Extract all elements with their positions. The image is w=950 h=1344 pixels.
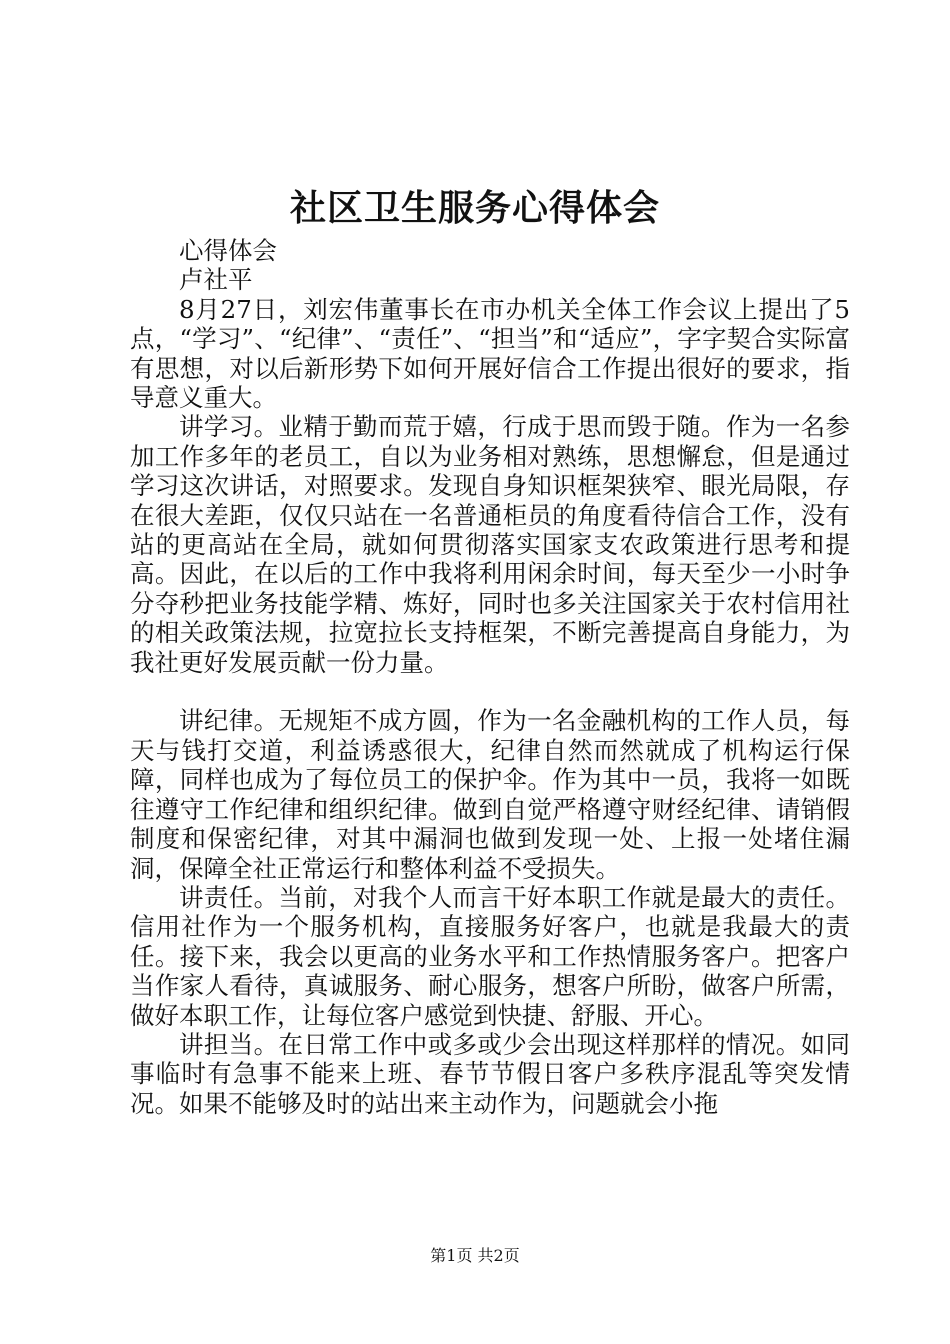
paragraph-responsibility: 讲责任。当前，对我个人而言干好本职工作就是最大的责任。信用社作为一个服务机构，直接服务好客户，也就是我最大的责任。接下来，我会以更高的业务水平和工作热情服务客户。把客户当作家人看待，真诚服务、耐心服务，想客户所盼，做客户所需，做好本职工作，让每位客户感觉到快捷、舒服、开心。: [130, 882, 850, 1030]
paragraph-study: 讲学习。业精于勤而荒于嬉，行成于思而毁于随。作为一名参加工作多年的老员工，自以为业务相对熟练，思想懈怠，但是通过学习这次讲话，对照要求。发现自身知识框架狭窄、眼光局限，存在很大差距，仅仅只站在一名普通柜员的角度看待信合工作，没有站的更高站在全局，就如何贯彻落实国家支农政策进行思考和提高。因此，在以后的工作中我将利用闲余时间，每天至少一小时争分夺秒把业务技能学精、炼好，同时也多关注国家关于农村信用社的相关政策法规，拉宽拉长支持框架，不断完善提高自身能力，为我社更好发展贡献一份力量。: [130, 412, 850, 677]
paragraph-author: 卢社平: [179, 265, 253, 295]
paragraph-accountability: 讲担当。在日常工作中或多或少会出现这样那样的情况。如同事临时有急事不能来上班、春节节假日客户多秩序混乱等突发情况。如果不能够及时的站出来主动作为，问题就会小拖: [130, 1029, 850, 1118]
paragraph-intro: 8月27日，刘宏伟董事长在市办机关全体工作会议上提出了5点，“学习”、“纪律”、“责任”、“担当”和“适应”，字字契合实际富有思想，对以后新形势下如何开展好信合工作提出很好的要求，指导意义重大。: [130, 294, 850, 413]
document-title: 社区卫生服务心得体会: [289, 187, 660, 229]
paragraph-discipline: 讲纪律。无规矩不成方圆，作为一名金融机构的工作人员，每天与钱打交道，利益诱惑很大，纪律自然而然就成了机构运行保障，同样也成为了每位员工的保护伞。作为其中一员，我将一如既往遵守工作纪律和组织纪律。做到自觉严格遵守财经纪律、请销假制度和保密纪律，对其中漏洞也做到发现一处、上报一处堵住漏洞，保障全社正常运行和整体利益不受损失。: [130, 706, 850, 883]
page-footer: 第1页 共2页: [430, 1246, 520, 1265]
paragraph-subtitle: 心得体会: [179, 236, 277, 265]
document-body: [130, 236, 850, 1118]
